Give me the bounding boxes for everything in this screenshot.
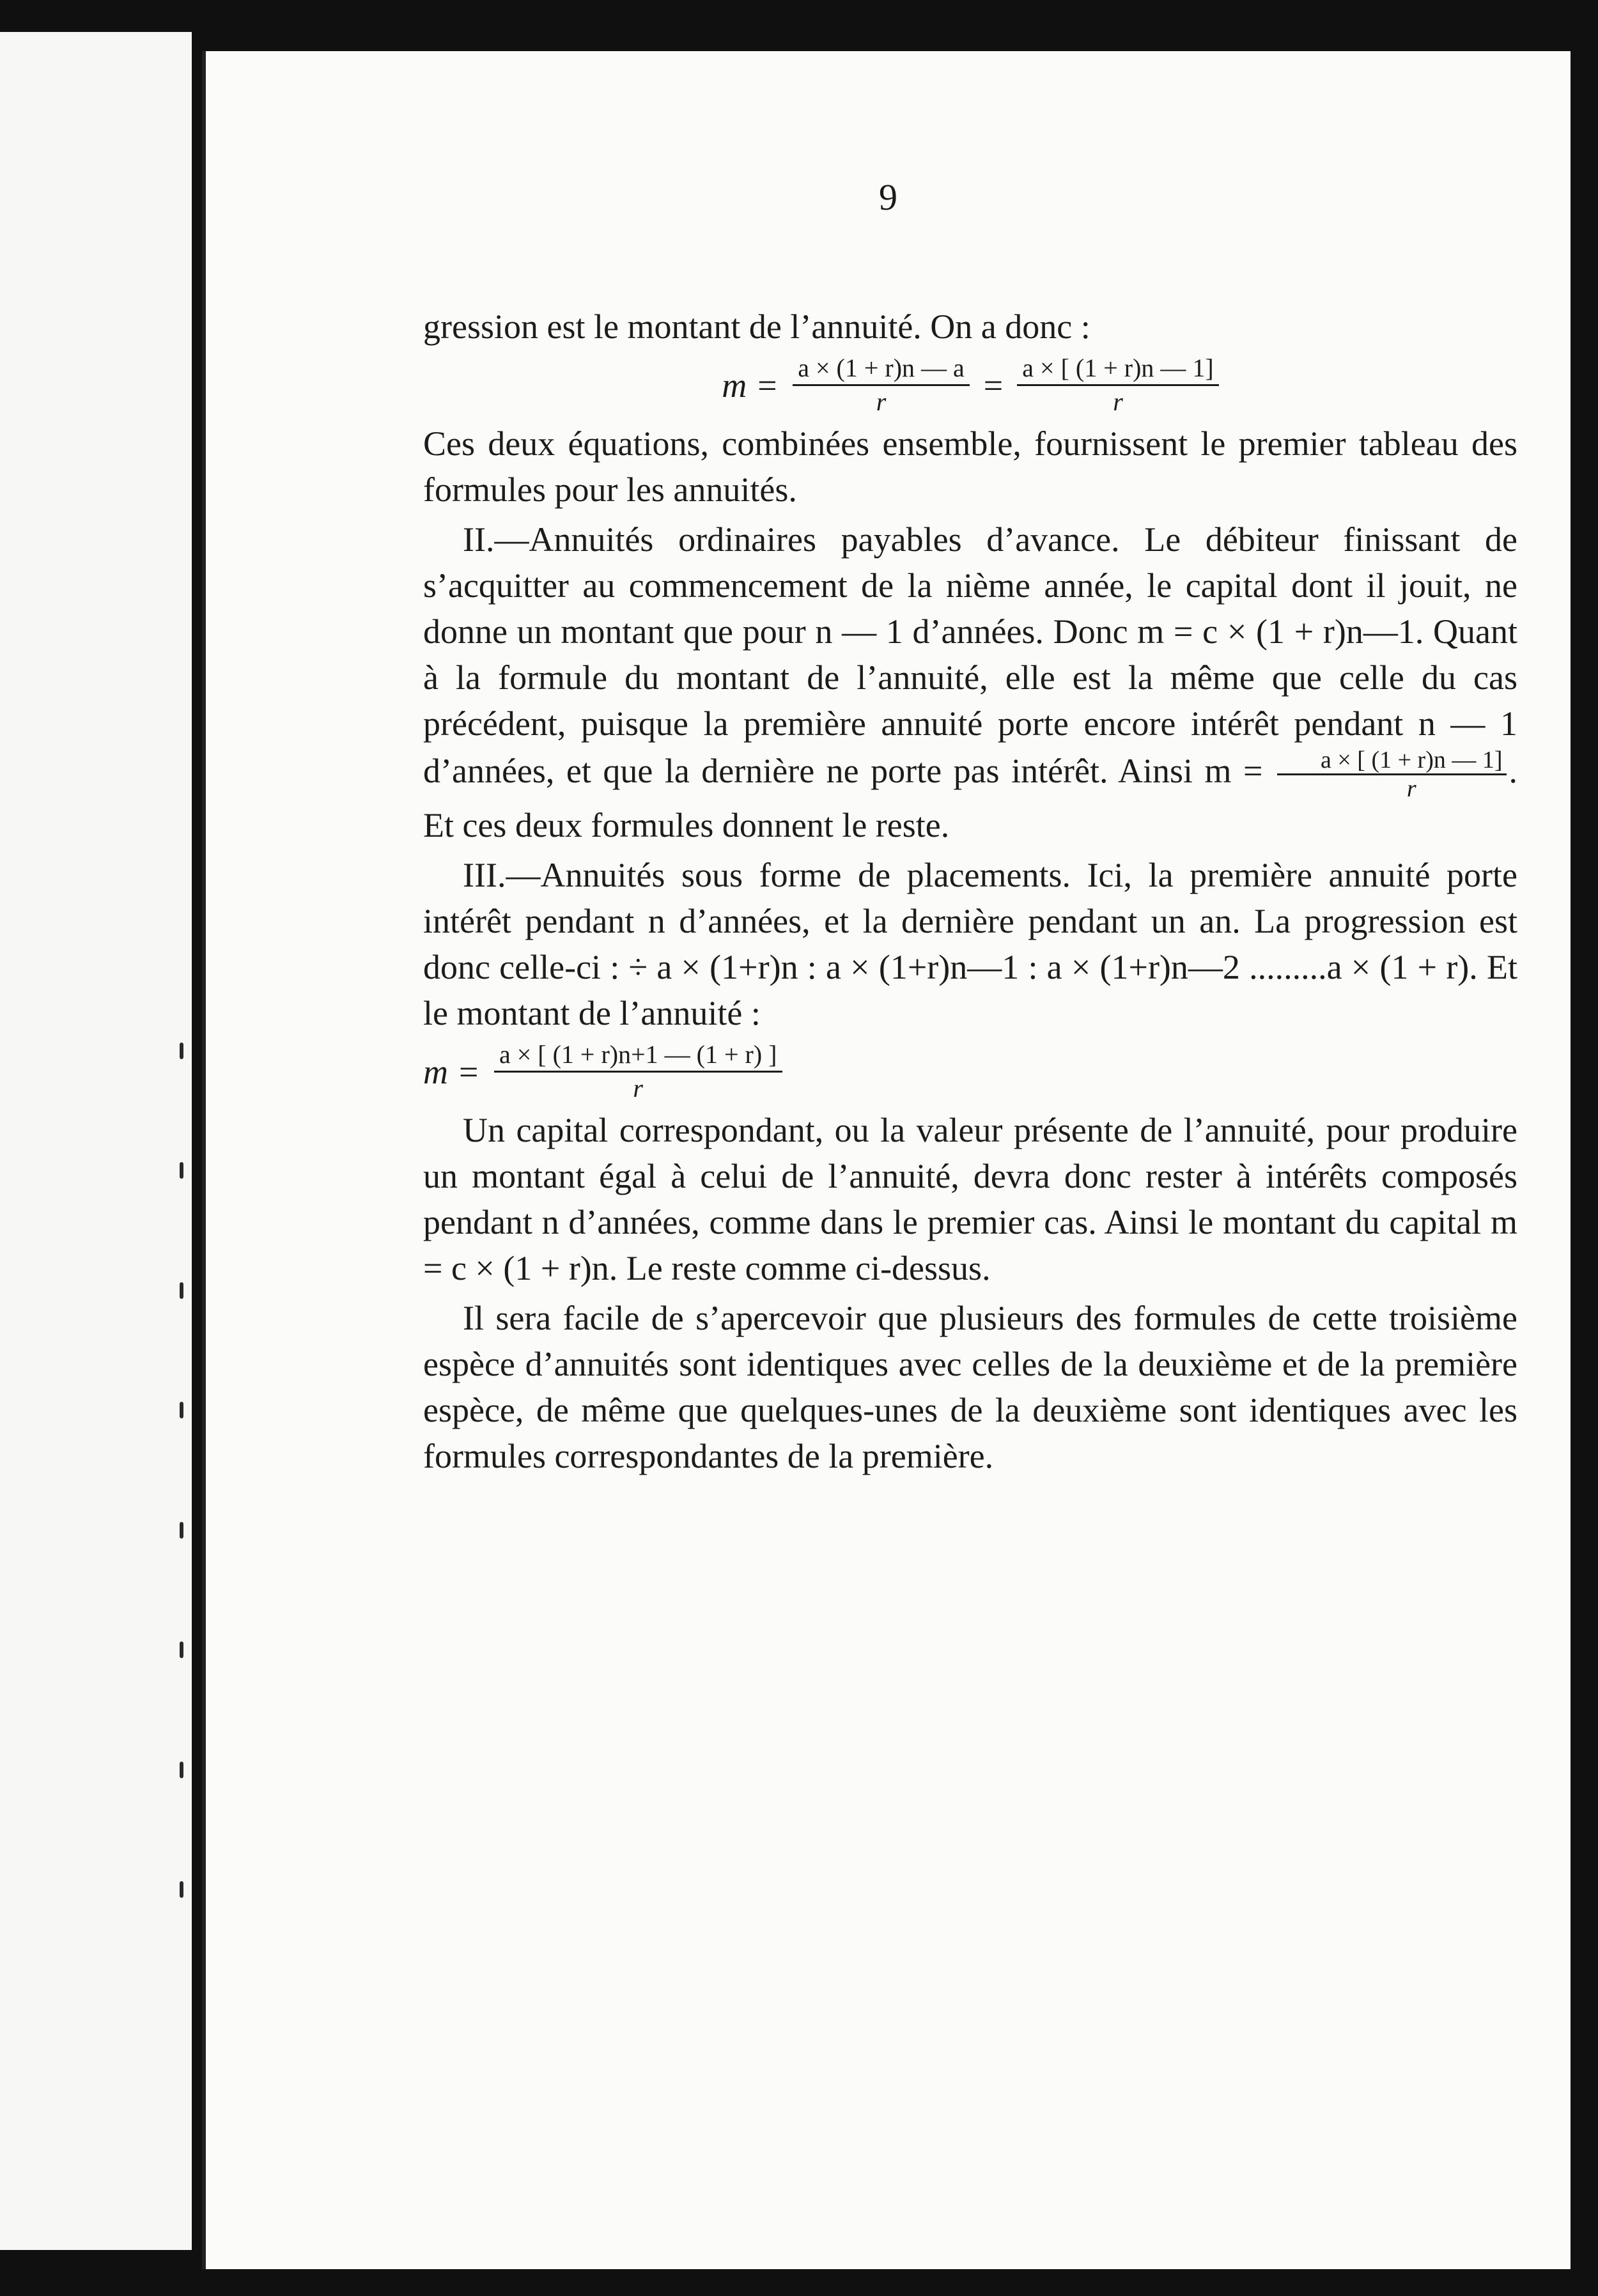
paragraph-3-fraction xyxy=(1277,747,1507,802)
formula-1-lhs: m = xyxy=(722,366,779,405)
formula-1-numerator-a: a × (1 + r)n — a xyxy=(793,353,970,386)
formula-1-numerator-b: a × [ (1 + r)n — 1] xyxy=(1017,353,1218,386)
paragraph-3-fraction-denominator: r xyxy=(1406,775,1416,802)
formula-2 xyxy=(423,1040,1517,1103)
formula-2-lhs: m = xyxy=(423,1052,480,1091)
formula-2-numerator: a × [ (1 + r)n+1 — (1 + r) ] xyxy=(494,1040,782,1073)
page-body xyxy=(423,304,1517,1483)
formula-1-fraction-a xyxy=(793,353,970,417)
page-number: 9 xyxy=(879,176,897,218)
formula-1-equals: = xyxy=(983,366,1004,405)
formula-1-denominator-a: r xyxy=(876,387,887,416)
paragraph-4: III.—Annuités sous forme de placements. Ici, la première annuité porte intérêt pendant n d’années, et la dernière pendant un an. La progression est donc celle-ci : ÷ a × (1+r)n : a × (1+r)n—1 : a × (1+r)n—2 .........a × (1 + r). Et le montant de l’annuité : xyxy=(423,856,1517,1032)
paragraph-6: Il sera facile de s’apercevoir que plusieurs des formules de cette troisième espèce d’annuités sont identiques avec celles de la deuxième et de la première espèce, de même que quelques-unes de la deuxième sont identiques avec les formules correspondantes de la première. xyxy=(423,1299,1517,1475)
formula-1-fraction-b xyxy=(1017,353,1218,417)
book-page xyxy=(206,51,1571,2269)
paragraph-3-fraction-numerator: a × [ (1 + r)n — 1] xyxy=(1277,747,1507,775)
paragraph-1: gression est le montant de l’annuité. On a donc : xyxy=(423,307,1090,346)
formula-2-fraction xyxy=(494,1040,782,1103)
formula-2-denominator: r xyxy=(633,1074,643,1103)
paragraph-3-tail: . Et ces deux formules donnent le reste. xyxy=(423,751,1517,844)
paragraph-5: Un capital correspondant, ou la valeur présente de l’annuité, pour produire un montant égal à celui de l’annuité, devra donc rester à intérêts composés pendant n d’années, comme dans le premier cas. Ainsi le montant du capital m = c × (1 + r)n. Le reste comme ci-dessus. xyxy=(423,1111,1517,1287)
paragraph-2: Ces deux équations, combinées ensemble, fournissent le premier tableau des formules pour les annuités. xyxy=(423,424,1517,509)
paragraph-3-text: II.—Annuités ordinaires payables d’avance. Le débiteur finissant de s’acquitter au commencement de la nième année, le capital dont il jouit, ne donne un montant que pour n — 1 d’années. Donc m = c × (1 + r)n—1. Quant à la formule du montant de l’annuité, elle est la même que celle du cas précédent, puisque la première annuité porte encore intérêt pendant n — 1 d’années, et que la dernière ne porte pas intérêt. Ainsi m = xyxy=(423,520,1517,790)
formula-1-denominator-b: r xyxy=(1113,387,1123,416)
paragraph-3 xyxy=(423,516,1517,848)
formula-1 xyxy=(423,353,1517,417)
facing-page-edge xyxy=(0,32,192,2250)
facing-page-text-fragments xyxy=(178,991,185,1950)
